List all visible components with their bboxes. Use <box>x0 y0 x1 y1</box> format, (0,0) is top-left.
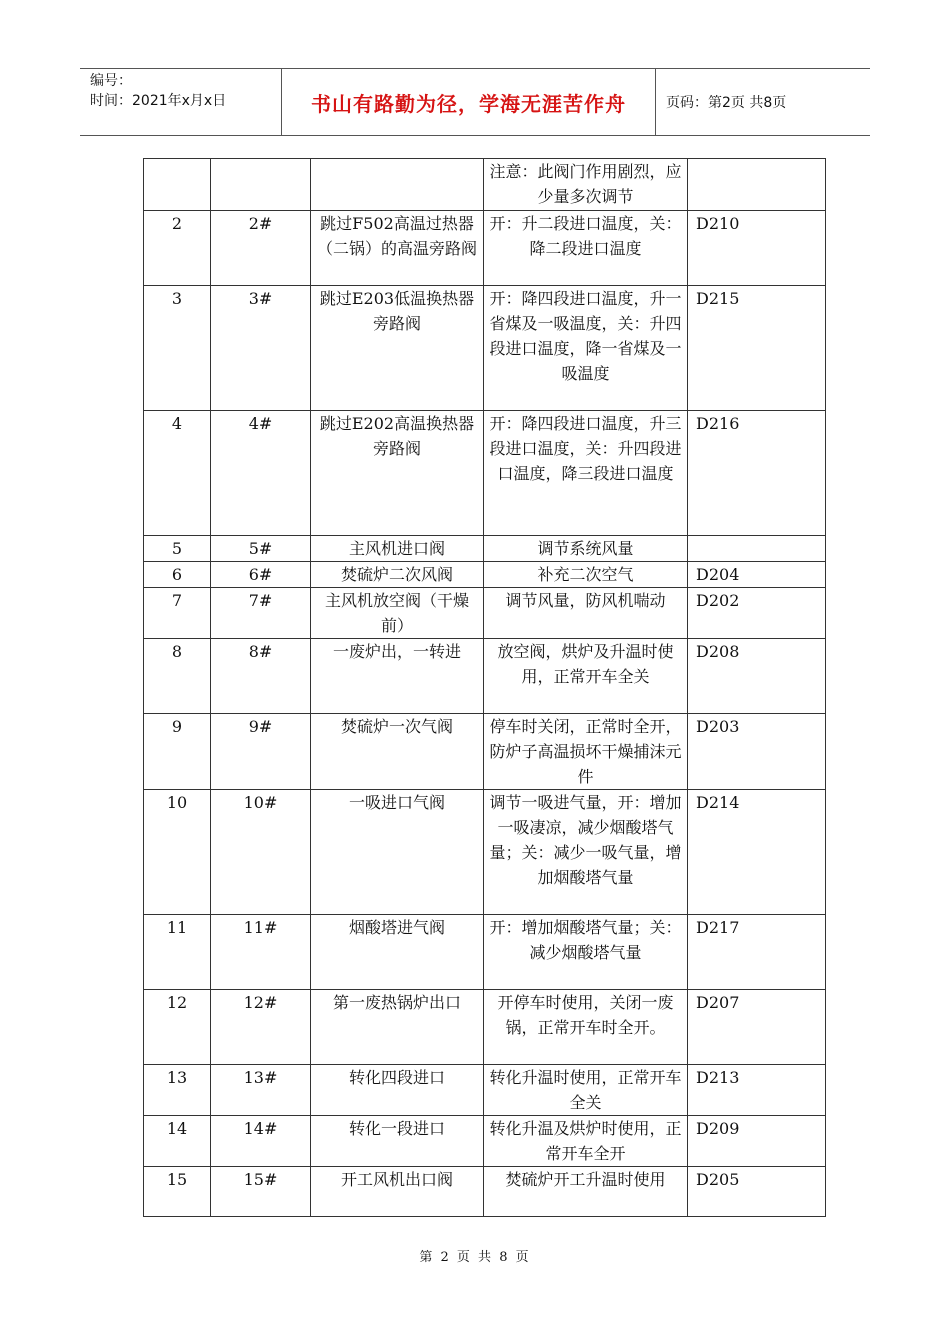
cell-number: 3 <box>144 286 211 411</box>
cell-code: D213 <box>688 1065 826 1116</box>
cell-number: 5 <box>144 536 211 562</box>
cell-effect: 调节系统风量 <box>484 536 688 562</box>
table-row <box>144 990 826 1065</box>
cell-tag: 15# <box>211 1167 311 1217</box>
cell-code: D202 <box>688 588 826 639</box>
cell-number: 12 <box>144 990 211 1065</box>
table-row <box>144 714 826 790</box>
cell-number: 7 <box>144 588 211 639</box>
table-row <box>144 211 826 286</box>
table-row <box>144 588 826 639</box>
cell-effect: 焚硫炉开工升温时使用 <box>484 1167 688 1217</box>
cell-effect: 转化升温时使用，正常开车全关 <box>484 1065 688 1116</box>
table-row <box>144 562 826 588</box>
cell-valve-name: 跳过F502高温过热器（二锅）的高温旁路阀 <box>311 211 484 286</box>
cell-tag: 10# <box>211 790 311 915</box>
header-time-label: 时间：2021年x月x日 <box>90 93 227 109</box>
cell-valve-name: 主风机放空阀（干燥前） <box>311 588 484 639</box>
page-footer: 第 2 页 共 8 页 <box>419 1250 531 1265</box>
cell-tag: 2# <box>211 211 311 286</box>
table-row <box>144 411 826 536</box>
cell-code: D203 <box>688 714 826 790</box>
cell-number: 14 <box>144 1116 211 1167</box>
cell-number: 9 <box>144 714 211 790</box>
cell-valve-name: 开工风机出口阀 <box>311 1167 484 1217</box>
table-row <box>144 790 826 915</box>
cell-tag: 12# <box>211 990 311 1065</box>
cell-effect: 开停车时使用，关闭一废锅，正常开车时全开。 <box>484 990 688 1065</box>
cell-number <box>144 159 211 211</box>
cell-tag: 11# <box>211 915 311 990</box>
valve-table-body <box>144 159 826 1217</box>
cell-tag: 6# <box>211 562 311 588</box>
valve-table <box>143 158 826 1217</box>
cell-valve-name: 转化四段进口 <box>311 1065 484 1116</box>
table-row <box>144 1065 826 1116</box>
cell-code: D214 <box>688 790 826 915</box>
table-row <box>144 286 826 411</box>
cell-code: D208 <box>688 639 826 714</box>
header-motto: 书山有路勤为径，学海无涯苦作舟 <box>282 69 656 135</box>
cell-effect: 转化升温及烘炉时使用，正常开车全开 <box>484 1116 688 1167</box>
cell-number: 2 <box>144 211 211 286</box>
cell-code: D209 <box>688 1116 826 1167</box>
cell-valve-name: 跳过E202高温换热器旁路阀 <box>311 411 484 536</box>
cell-effect: 调节一吸进气量，开：增加一吸凄凉，减少烟酸塔气量；关：减少一吸气量，增加烟酸塔气量 <box>484 790 688 915</box>
cell-tag: 13# <box>211 1065 311 1116</box>
cell-tag: 5# <box>211 536 311 562</box>
cell-tag: 3# <box>211 286 311 411</box>
cell-code <box>688 159 826 211</box>
cell-effect: 注意：此阀门作用剧烈，应少量多次调节 <box>484 159 688 211</box>
cell-tag: 9# <box>211 714 311 790</box>
cell-effect: 开：增加烟酸塔气量；关：减少烟酸塔气量 <box>484 915 688 990</box>
header-meta <box>80 69 282 135</box>
cell-number: 10 <box>144 790 211 915</box>
cell-code: D217 <box>688 915 826 990</box>
cell-effect: 调节风量，防风机喘动 <box>484 588 688 639</box>
table-row <box>144 536 826 562</box>
cell-code: D205 <box>688 1167 826 1217</box>
cell-number: 13 <box>144 1065 211 1116</box>
cell-code: D215 <box>688 286 826 411</box>
cell-number: 8 <box>144 639 211 714</box>
table-row <box>144 639 826 714</box>
cell-effect: 停车时关闭，正常时全开，防炉子高温损坏干燥捕沫元件 <box>484 714 688 790</box>
cell-code: D216 <box>688 411 826 536</box>
cell-effect: 放空阀，烘炉及升温时使用，正常开车全关 <box>484 639 688 714</box>
cell-valve-name: 第一废热锅炉出口 <box>311 990 484 1065</box>
table-row <box>144 159 826 211</box>
header-number-label: 编号： <box>90 73 132 89</box>
cell-tag: 8# <box>211 639 311 714</box>
cell-valve-name: 跳过E203低温换热器旁路阀 <box>311 286 484 411</box>
cell-code: D207 <box>688 990 826 1065</box>
cell-tag: 14# <box>211 1116 311 1167</box>
cell-tag <box>211 159 311 211</box>
table-row <box>144 1167 826 1217</box>
cell-valve-name: 烟酸塔进气阀 <box>311 915 484 990</box>
table-row <box>144 1116 826 1167</box>
cell-effect: 开：升二段进口温度，关：降二段进口温度 <box>484 211 688 286</box>
cell-number: 6 <box>144 562 211 588</box>
cell-effect: 开：降四段进口温度，升三段进口温度，关：升四段进口温度，降三段进口温度 <box>484 411 688 536</box>
cell-code <box>688 536 826 562</box>
cell-number: 11 <box>144 915 211 990</box>
cell-effect: 补充二次空气 <box>484 562 688 588</box>
cell-code: D204 <box>688 562 826 588</box>
cell-valve-name: 转化一段进口 <box>311 1116 484 1167</box>
page-header <box>80 68 870 136</box>
cell-tag: 4# <box>211 411 311 536</box>
cell-number: 4 <box>144 411 211 536</box>
cell-valve-name <box>311 159 484 211</box>
cell-valve-name: 一吸进口气阀 <box>311 790 484 915</box>
cell-valve-name: 主风机进口阀 <box>311 536 484 562</box>
cell-number: 15 <box>144 1167 211 1217</box>
table-row <box>144 915 826 990</box>
cell-code: D210 <box>688 211 826 286</box>
cell-effect: 开：降四段进口温度，升一省煤及一吸温度，关：升四段进口温度，降一省煤及一吸温度 <box>484 286 688 411</box>
header-page-label: 页码：第2页 共8页 <box>666 95 787 111</box>
cell-valve-name: 焚硫炉二次风阀 <box>311 562 484 588</box>
cell-tag: 7# <box>211 588 311 639</box>
cell-valve-name: 焚硫炉一次气阀 <box>311 714 484 790</box>
cell-valve-name: 一废炉出，一转进 <box>311 639 484 714</box>
